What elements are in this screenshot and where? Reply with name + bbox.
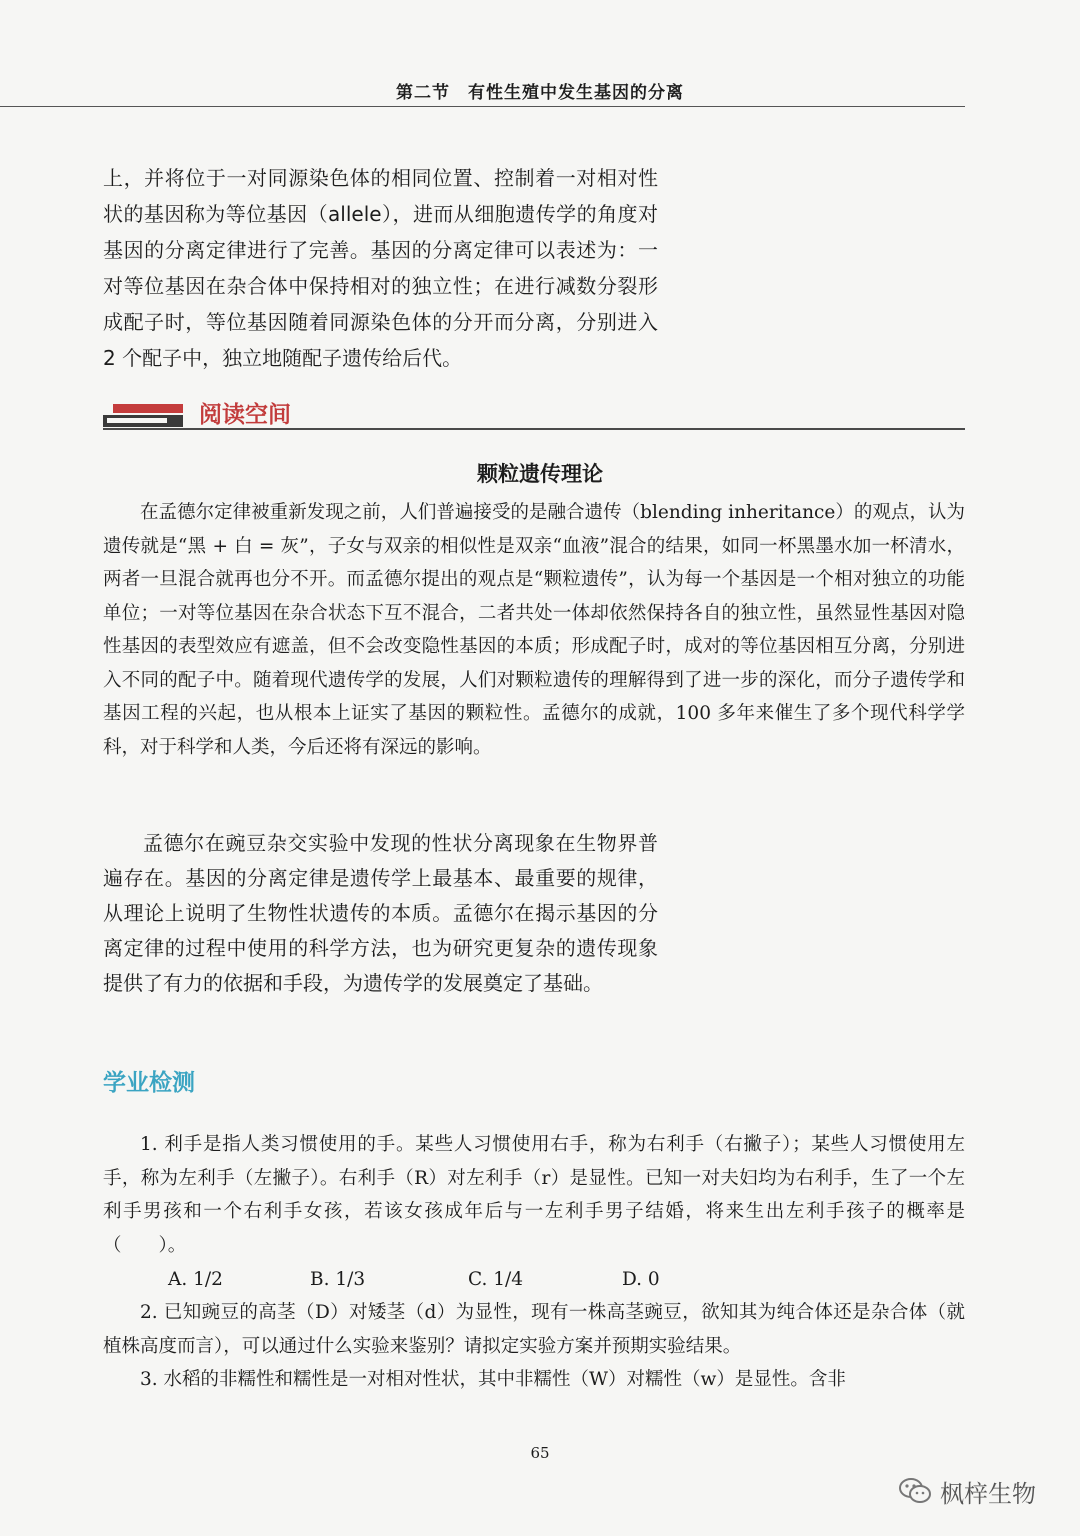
intro-paragraph: 上，并将位于一对同源染色体的相同位置、控制着一对相对性状的基因称为等位基因（allele），进而从细胞遗传学的角度对基因的分离定律进行了完善。基因的分离定律可以表述为：一对等位基因在杂合体中保持相对的独立性；在进行减数分裂形成配子时，等位基因随着同源染色体的分开而分离，分别进入 2 个配子中，独立地随配子遗传给后代。 [103,166,658,370]
watermark-text: 枫梓生物 [940,1480,1036,1508]
option-c: C. 1/4 [468,1269,524,1290]
option-d: D. 0 [622,1269,660,1290]
reading-space-label: 阅读空间 [199,402,291,428]
header-rule [0,106,965,107]
watermark [898,1470,1068,1514]
conclusion-paragraph: 孟德尔在豌豆杂交实验中发现的性状分离现象在生物界普遍存在。基因的分离定律是遗传学上最基本、最重要的规律，从理论上说明了生物性状遗传的本质。孟德尔在揭示基因的分离定律的过程中使用的科学方法，也为研究更复杂的遗传现象提供了有力的依据和手段，为遗传学的发展奠定了基础。 [103,831,658,995]
question-1-options [0,1263,1080,1297]
page-number: 65 [530,1444,550,1462]
wechat-icon [898,1476,932,1506]
book-stack-icon-pages [107,418,167,423]
question-3: 3. 水稻的非糯性和糯性是一对相对性状，其中非糯性（W）对糯性（w）是显性。含非 [140,1369,846,1390]
page-header-title: 第二节 有性生殖中发生基因的分离 [396,83,684,103]
question-2: 2. 已知豌豆的高茎（D）对矮茎（d）为显性，现有一株高茎豌豆，欲知其为纯合体还是杂合体（就植株高度而言），可以通过什么实验来鉴别？请拟定实验方案并预期实验结果。 [103,1302,965,1357]
assessment-title: 学业检测 [103,1070,195,1096]
reading-space-rule [103,428,965,430]
reading-space-banner [103,392,965,432]
option-a: A. 1/2 [168,1269,223,1290]
option-b: B. 1/3 [310,1269,366,1290]
question-1: 1. 利手是指人类习惯使用的手。某些人习惯使用右手，称为右利手（右撇子）；某些人习惯使用左手，称为左利手（左撇子）。右利手（R）对左利手（r）是显性。已知一对夫妇均为右利手，生了一个左利手男孩和一个右利手女孩，若该女孩成年后与一左利手男子结婚，将来生出左利手孩子的概率是（ ）。 [103,1134,965,1256]
reading-body: 在孟德尔定律被重新发现之前，人们普遍接受的是融合遗传（blending inheritance）的观点，认为遗传就是“黑 + 白 = 灰”，子女与双亲的相似性是双亲“血液”混合的结果，如同一杯黑墨水加一杯清水，两者一旦混合就再也分不开。而孟德尔提出的观点是“颗粒遗传”，认为每一个基因是一个相对独立的功能单位；一对等位基因在杂合状态下互不混合，二者共处一体却依然保持各自的独立性，虽然显性基因对隐性基因的表型效应有遮盖，但不会改变隐性基因的本质；形成配子时，成对的等位基因相互分离，分别进入不同的配子中。随着现代遗传学的发展，人们对颗粒遗传的理解得到了进一步的深化，而分子遗传学和基因工程的兴起，也从根本上证实了基因的颗粒性。孟德尔的成就，100 多年来催生了多个现代科学学科，对于科学和人类，今后还将有深远的影响。 [103,502,965,758]
book-stack-icon [113,404,183,413]
reading-title: 颗粒遗传理论 [477,462,603,486]
